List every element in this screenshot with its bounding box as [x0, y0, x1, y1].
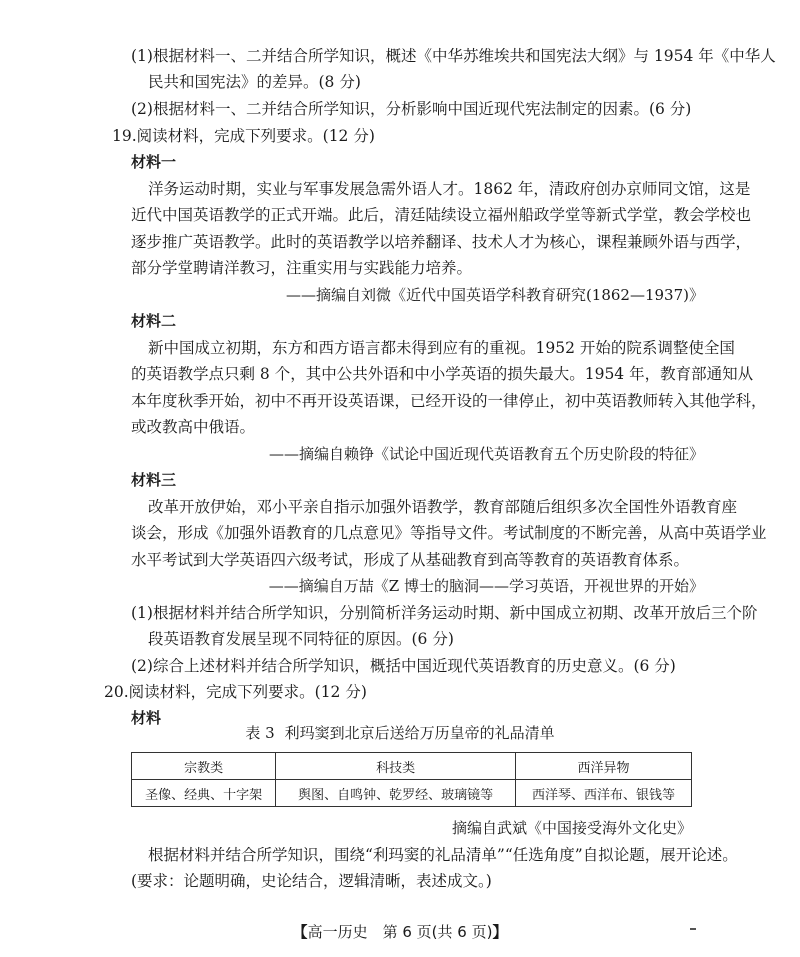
table-title: 利玛窦到北京后送给万历皇帝的礼品清单: [284, 724, 555, 742]
q20-requirement: (要求：论题明确，史论结合，逻辑清晰，表述成文。): [131, 872, 492, 890]
gift-list-table: [131, 752, 692, 807]
q19-sub1-line1: (1)根据材料并结合所学知识，分别简析洋务运动时期、新中国成立初期、改革开放后三个阶: [131, 604, 758, 622]
q18-sub2: (2)根据材料一、二并结合所学知识，分析影响中国近现代宪法制定的因素。(6 分): [131, 100, 692, 118]
q19-material1-line: 近代中国英语教学的正式开端。此后，清廷陆续设立福州船政学堂等新式学堂，教会学校也: [131, 206, 752, 224]
table-cell: 西洋琴、西洋布、银钱等: [515, 780, 691, 807]
q19-material1-source: ——摘编自刘微《近代中国英语学科教育研究(1862—1937)》: [285, 286, 704, 304]
q20-heading: 20.阅读材料，完成下列要求。(12 分): [104, 683, 367, 701]
q18-sub1-line2: 民共和国宪法》的差异。(8 分): [148, 73, 361, 91]
footer-bracket-open: 【: [292, 923, 308, 941]
q19-material3-line: 改革开放伊始，邓小平亲自指示加强外语教学，教育部随后组织多次全国性外语教育座: [148, 498, 738, 516]
q19-material2-line: 新中国成立初期，东方和西方语言都未得到应有的重视。1952 开始的院系调整使全国: [148, 339, 735, 357]
q20-source: 摘编自武斌《中国接受海外文化史》: [451, 819, 692, 837]
q19-sub2: (2)综合上述材料并结合所学知识，概括中国近现代英语教育的历史意义。(6 分): [131, 657, 676, 675]
q19-material2-source: ——摘编自赖铮《试论中国近现代英语教育五个历史阶段的特征》: [268, 445, 704, 463]
table-header-cell: 宗教类: [132, 753, 276, 780]
table-header-row: [132, 753, 692, 780]
q19-material2-line: 本年度秋季开始，初中不再开设英语课，已经开设的一律停止，初中英语教师转入其他学科，: [131, 392, 767, 410]
table-row: [132, 780, 692, 807]
q19-material1-line: 逐步推广英语教学。此时的英语教学以培养翻译、技术人才为核心，课程兼顾外语与西学，: [131, 233, 752, 251]
q19-material1-title: 材料一: [131, 153, 177, 171]
table-caption: [0, 722, 800, 743]
q19-sub1-line2: 段英语教育发展呈现不同特征的原因。(6 分): [148, 630, 454, 648]
q19-material1-line: 洋务运动时期，实业与军事发展急需外语人才。1862 年，清政府创办京师同文馆，这是: [148, 180, 751, 198]
table-cell: 圣像、经典、十字架: [132, 780, 276, 807]
q19-material3-line: 水平考试到大学英语四六级考试，形成了从基础教育到高等教育的英语教育体系。: [131, 551, 690, 569]
q19-material2-line: 的英语教学点只剩 8 个，其中公共外语和中小学英语的损失最大。1954 年，教育部通知从: [131, 365, 754, 383]
q19-material3-line: 谈会，形成《加强外语教育的几点意见》等指导文件。考试制度的不断完善，从高中英语学业: [131, 524, 767, 542]
q19-material1-line: 部分学堂聘请洋教习，注重实用与实践能力培养。: [131, 259, 473, 277]
q18-sub1-line1: (1)根据材料一、二并结合所学知识，概述《中华苏维埃共和国宪法大纲》与 1954 年《中华人: [131, 47, 776, 65]
table-cell: 舆图、自鸣钟、乾罗经、玻璃镜等: [276, 780, 516, 807]
q20-prompt: 根据材料并结合所学知识，围绕“利玛窦的礼品清单”“任选角度”自拟论题，展开论述。: [148, 846, 738, 864]
page-footer: [0, 921, 800, 942]
q19-material3-title: 材料三: [131, 471, 177, 489]
q19-material3-source: ——摘编自万喆《Z 博士的脑洞——学习英语，开视世界的开始》: [268, 577, 704, 595]
table-header-cell: 科技类: [276, 753, 516, 780]
q19-material2-line: 或改教高中俄语。: [131, 418, 256, 436]
footer-text: 高一历史 第 6 页(共 6 页): [307, 923, 493, 941]
table-header-cell: 西洋异物: [515, 753, 691, 780]
scan-mark: [690, 928, 696, 930]
q20-material-title: 材料: [131, 709, 162, 727]
q19-material2-title: 材料二: [131, 312, 177, 330]
q19-heading: 19.阅读材料，完成下列要求。(12 分): [112, 127, 375, 145]
footer-bracket-close: 】: [492, 923, 508, 941]
table-label: 表 3: [245, 724, 275, 742]
